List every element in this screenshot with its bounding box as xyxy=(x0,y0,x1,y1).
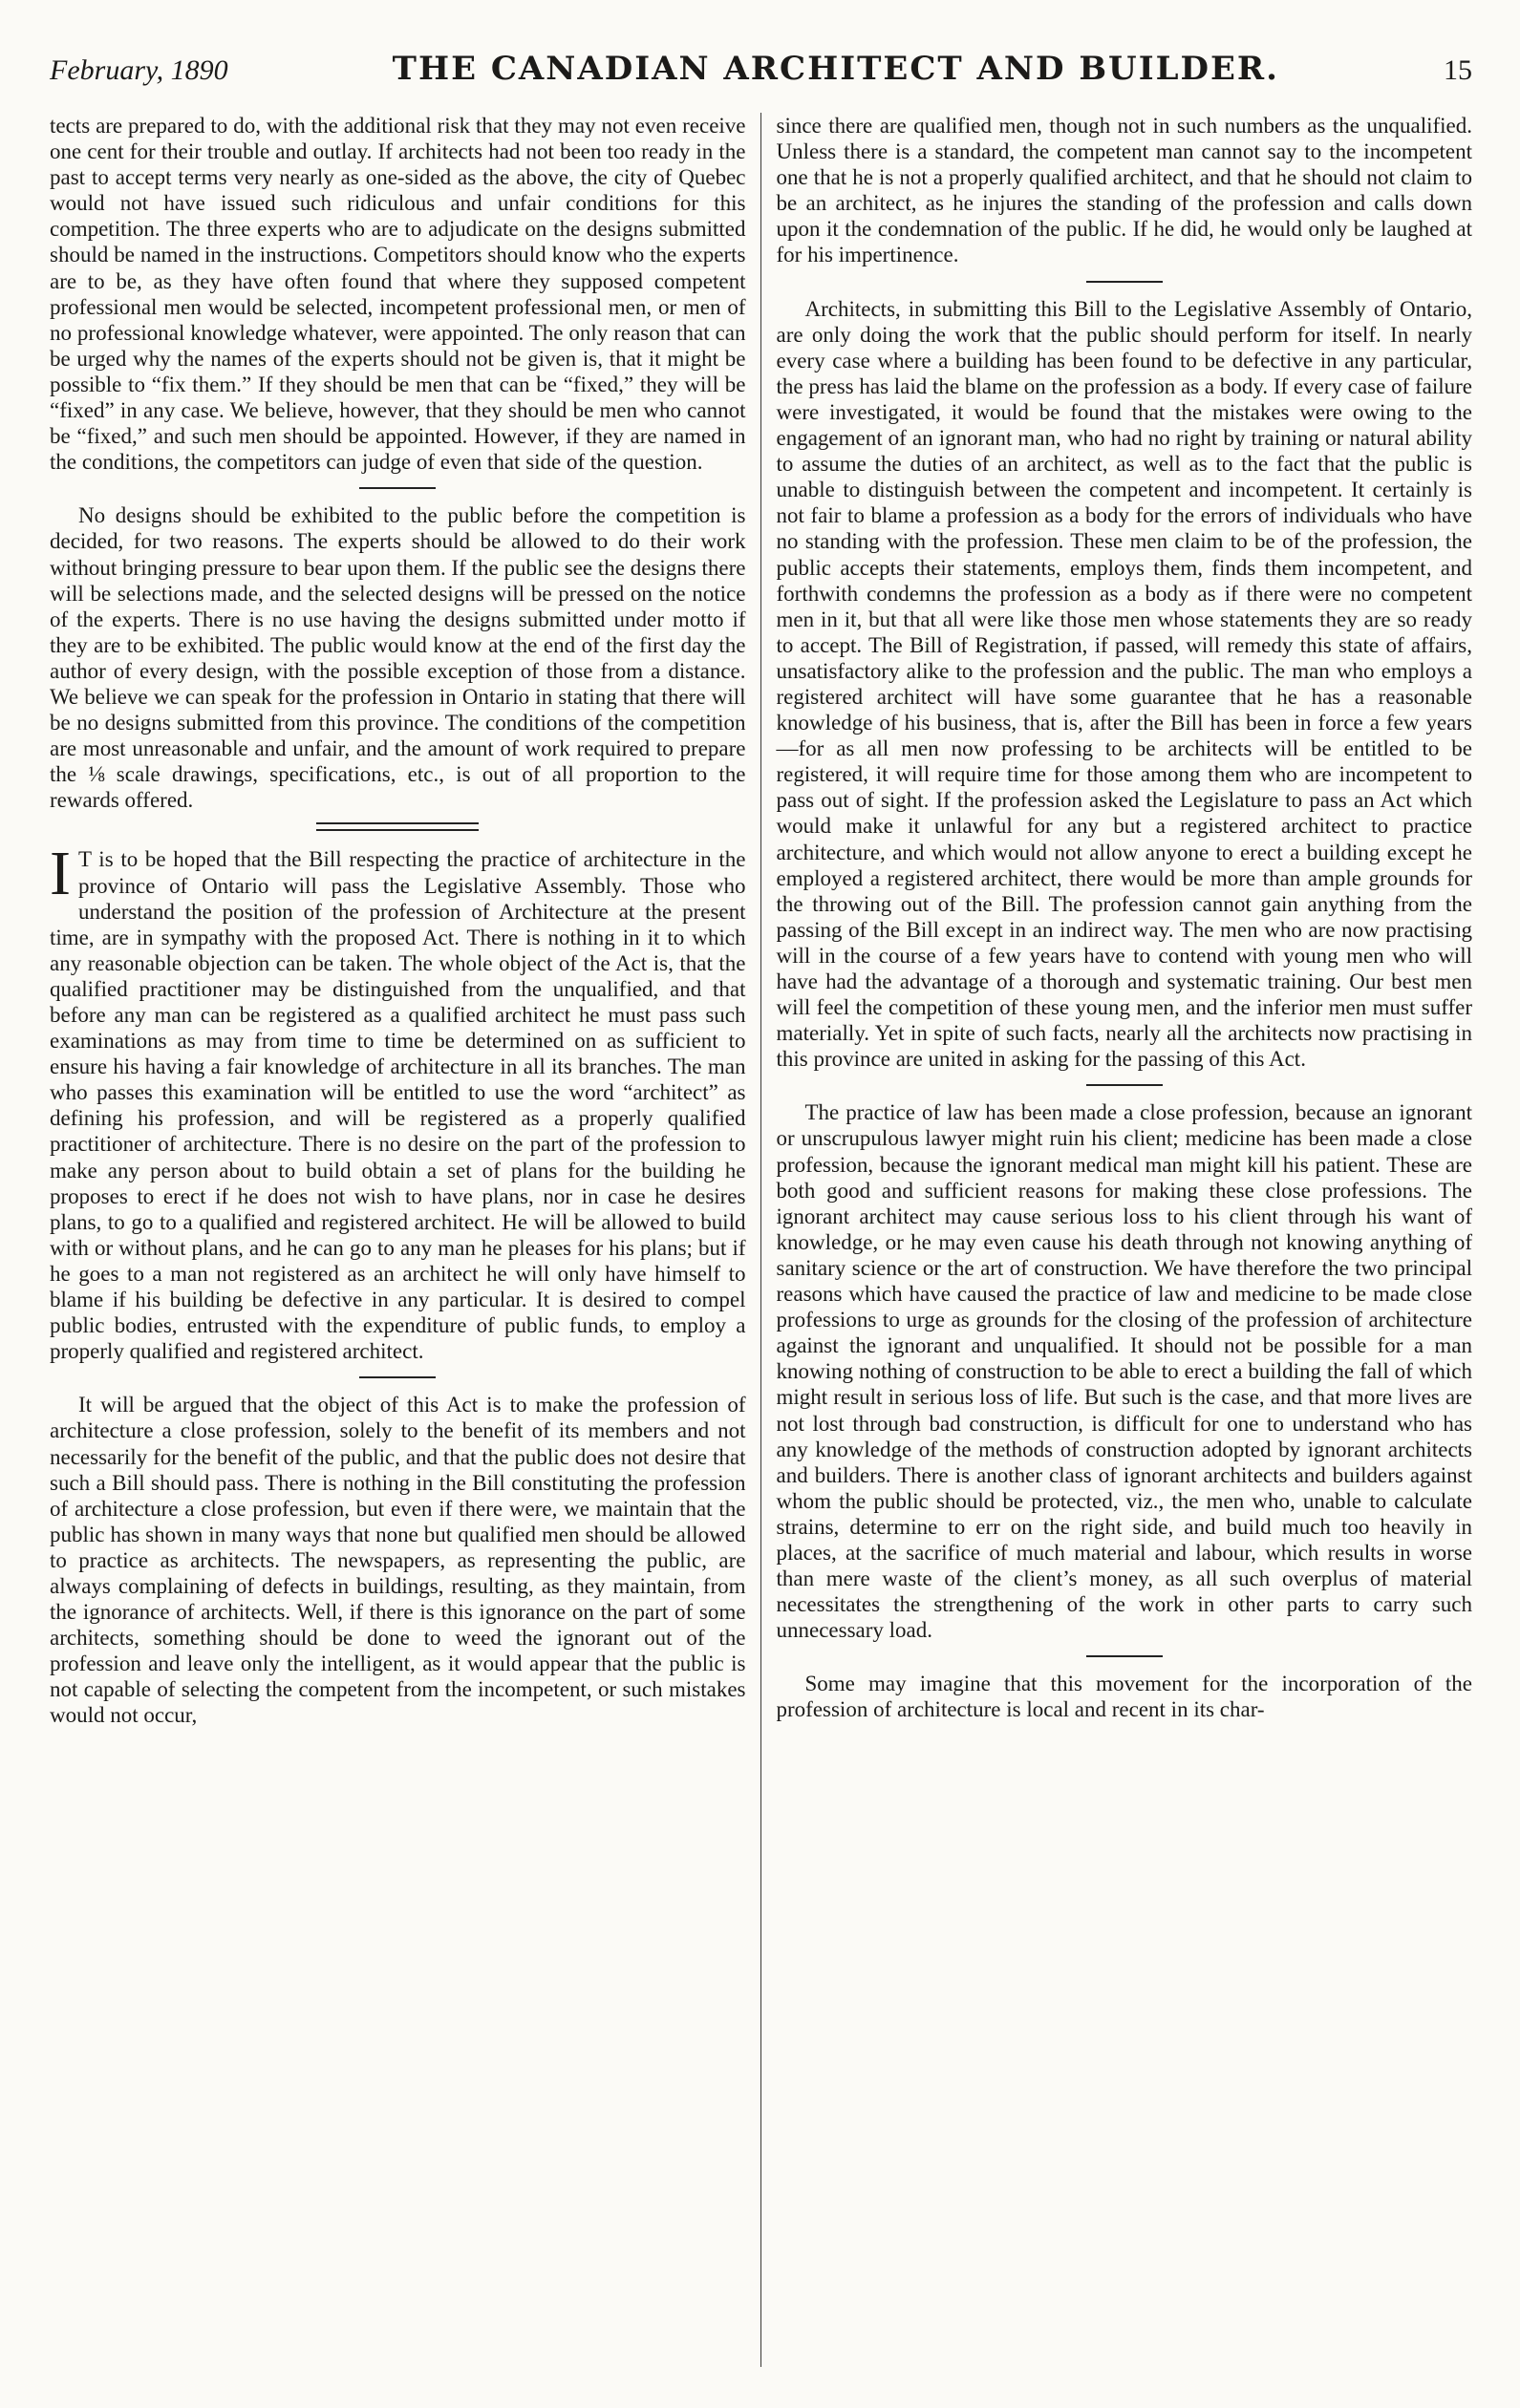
section-divider xyxy=(1086,1084,1163,1086)
article-divider xyxy=(316,822,479,831)
paragraph-quebec-competition-cont: tects are prepared to do, with the additional risk that they may not even receive one cent for their trouble and outlay. If architects had not been too ready in the past to accept terms very nearly as one-sided as the above, the city of Quebec would not have issued such ridiculous and unfair conditions for this competition. The three experts who are to adjudicate on the designs submitted should be named in the instructions. Competitors should know who the experts are to be, as they have often found that where they supposed competent professional men would be selected, incompetent professional men, or men of no professional knowledge whatever, were appointed. The only reason that can be urged why the names of the experts should not be given is, that it might be possible to “fix them.” If they should be men that can be “fixed,” they will be “fixed” in any case. We believe, however, that they should be men who cannot be “fixed,” and such men should be appointed. However, if they are named in the conditions, the competitors can judge of even that side of the question. xyxy=(50,114,746,475)
publication-title: THE CANADIAN ARCHITECT AND BUILDER. xyxy=(392,50,1280,88)
text-columns xyxy=(50,113,1472,2370)
paragraph-ontario-bill-text: T is to be hoped that the Bill respecting the practice of architecture in the province of Ontario will pass the Legislative Assembly. Those who understand the position of the profession of Architecture at the present time, are in sympathy with the proposed Act. There is nothing in it to which any reasonable objection can be taken. The whole object of the Act is, that the qualified practitioner may be distinguished from the unqualified, and that before any man can be registered as a qualified architect he must pass such examinations as may from time to time be determined on as sufficient to ensure his having a fair knowledge of architecture in all its branches. The man who passes this examination will be entitled to use the word “architect” as defining his profession, and will be registered as a properly qualified practitioner of architecture. There is no desire on the part of the profession to make any person about to build obtain a set of plans for the building he proposes to erect if he does not wish to have plans, nor in case he desires plans, to go to a qualified and registered architect. He will be allowed to build with or without plans, and he can go to any man he pleases for his plans; but if he goes to a man not registered as an architect he will only have himself to blame if his building be defective in any particular. It is desired to compel public bodies, entrusted with the expenditure of public funds, to employ a properly qualified and registered architect. xyxy=(50,847,746,1364)
paragraph-incorporation-movement: Some may imagine that this movement for the incorporation of the profession of architecture is local and recent in its char- xyxy=(776,1672,1472,1722)
section-divider xyxy=(359,1376,436,1378)
paragraph-designs-exhibition: No designs should be exhibited to the public before the competition is decided, for two reasons. The experts should be allowed to do their work without bringing pressure to bear upon them. If the public see the designs there will be selections made, and the selected designs will be pressed on the notice of the experts. There is no use having the designs submitted under motto if they are to be exhibited. The public would know at the end of the first day the author of every design, with the possible exception of those from a distance. We believe we can speak for the profession in Ontario in stating that there will be no designs submitted from this province. The conditions of the competition are most unreasonable and unfair, and the amount of work required to prepare the ⅛ scale drawings, specifications, etc., is out of all proportion to the rewards offered. xyxy=(50,503,746,813)
paragraph-law-and-medicine: The practice of law has been made a close profession, because an ignorant or unscrupulous lawyer might ruin his client; medicine has been made a close profession, because the ignorant medical man might kill his patient. These are both good and sufficient reasons for making these close professions. The ignorant architect may cause serious loss to his client through his want of knowledge, or he may even cause his death through not knowing anything of sanitary science or the art of construction. We have therefore the two principal reasons which have caused the practice of law and medicine to be made close professions to urge as grounds for the closing of the profession of architecture against the ignorant and unqualified. It should not be possible for a man knowing nothing of construction to be able to erect a building the fall of which might result in serious loss of life. But such is the case, and that more lives are not lost through bad construction, is difficult for one to understand who has any knowledge of the methods of construction adopted by ignorant architects and builders. There is another class of ignorant architects and builders against whom the public should be protected, viz., the men who, unable to calculate strains, determine to err on the right side, and build much too heavily in places, at the sacrifice of much material and labour, which results in worse than mere waste of the client’s money, as all such overplus of material necessitates the strengthening of the work in other parts to carry such unnecessary load. xyxy=(776,1100,1472,1643)
page-header xyxy=(50,50,1472,107)
drop-cap-letter: I xyxy=(50,839,71,909)
section-divider xyxy=(359,487,436,489)
right-column xyxy=(777,113,1473,2367)
section-divider xyxy=(1086,1655,1163,1657)
paragraph-close-profession-argument: It will be argued that the object of this Act is to make the profession of architecture a close profession, solely to the benefit of its members and not necessarily for the benefit of the public, and that the public does not desire that such a Bill should pass. There is nothing in the Bill constituting the profession of architecture a close profession, but even if there were, we maintain that the public has shown in many ways that none but qualified men should be allowed to practice as architects. The newspapers, as representing the public, are always complaining of defects in buildings, resulting, as they maintain, from the ignorance of architects. Well, if there is this ignorance on the part of some architects, something should be done to weed the ignorant out of the profession and leave only the intelligent, as it would appear that the public is not capable of selecting the competent from the incompetent, or such mistakes would not occur, xyxy=(50,1393,746,1728)
section-divider xyxy=(1086,281,1163,283)
issue-date: February, 1890 xyxy=(50,54,228,86)
paragraph-legislative-assembly: Architects, in submitting this Bill to the Legislative Assembly of Ontario, are only doing the work that the public should perform for itself. In nearly every case where a building has been found to be defective in any particular, the press has laid the blame on the profession as a body. If every case of failure were investigated, it would be found that the mistakes were owing to the engagement of an ignorant man, who had no right by training or natural ability to assume the duties of an architect, as well as to the fact that the public is unable to distinguish between the competent and incompetent. It certainly is not fair to blame a profession as a body for the errors of individuals who have no standing with the profession. These men claim to be of the profession, the public accepts their statements, employs them, finds them incompetent, and forthwith condemns the profession as a body as if there were no competent men in it, but that all were like those men whose statements they are so ready to accept. The Bill of Registration, if passed, will remedy this state of affairs, unsatisfactory alike to the profession and the public. The man who employs a registered architect will have some guarantee that he has a reasonable knowledge of his business, that is, after the Bill has been in force a few years—for as all men now professing to be architects will be entitled to be registered, it will require time for those among them who are incompetent to pass out of sight. If the profession asked the Legislature to pass an Act which would make it unlawful for any but a registered architect to practice architecture, and which would not allow anyone to erect a building except he employed a registered architect, there would be more than ample grounds for the throwing out of the Bill. The profession cannot gain anything from the passing of the Bill except in an indirect way. The men who are now practising will in the course of a few years have to contend with young men who will have had the advantage of a thorough and systematic training. Our best men will feel the competition of these young men, and the inferior men must suffer materially. Yet in spite of such facts, nearly all the architects now practising in this province are united in asking for the passing of this Act. xyxy=(776,296,1472,1072)
page-number: 15 xyxy=(1444,54,1472,86)
paragraph-ontario-bill xyxy=(50,839,746,1364)
paragraph-qualified-men: since there are qualified men, though not in such numbers as the unqualified. Unless there is a standard, the competent man cannot say to the incompetent one that he is not a properly qualified architect, and that he should not claim to be an architect, as he injures the standing of the profession and calls down upon it the condemnation of the public. If he did, he would only be laughed at for his impertinence. xyxy=(776,114,1472,267)
left-column xyxy=(50,113,746,2367)
